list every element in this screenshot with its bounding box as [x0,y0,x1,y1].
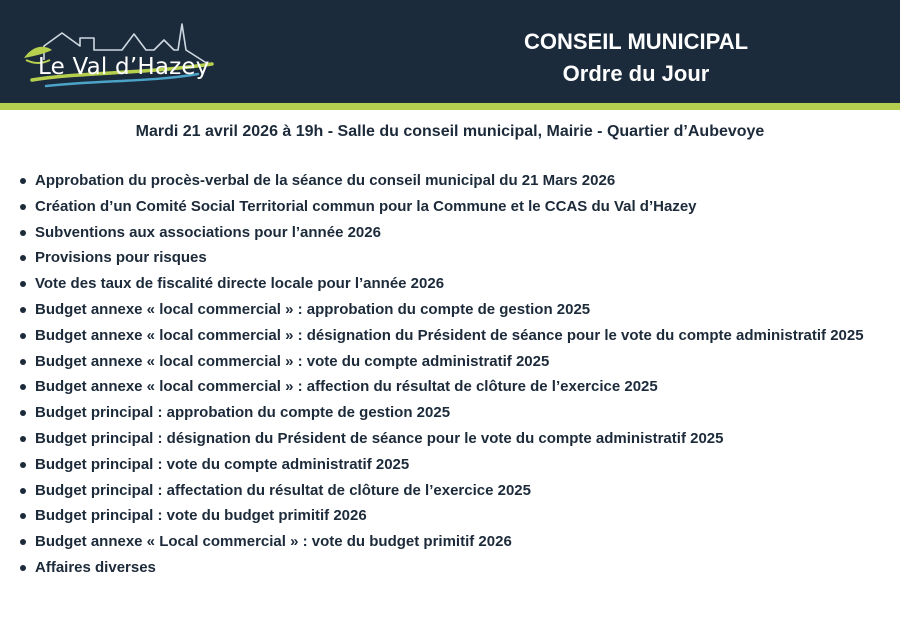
agenda-item: Budget annexe « local commercial » : approbation du compte de gestion 2025 [35,297,883,323]
agenda-item: Budget annexe « local commercial » : désignation du Président de séance pour le vote du compte administratif 2025 [35,323,883,349]
meeting-info: Mardi 21 avril 2026 à 19h - Salle du conseil municipal, Mairie - Quartier d’Aubevoye [135,123,765,140]
logo [22,20,222,94]
page-subtitle: Ordre du Jour [562,61,710,86]
agenda-item: Subventions aux associations pour l’année 2026 [35,220,883,246]
agenda-list [0,168,883,581]
header [0,0,900,103]
page-title: CONSEIL MUNICIPAL [523,29,749,54]
agenda-item: Budget principal : vote du budget primitif 2026 [35,503,883,529]
agenda-item: Approbation du procès-verbal de la séance du conseil municipal du 21 Mars 2026 [35,168,883,194]
agenda-item: Affaires diverses [35,555,883,581]
agenda-item: Création d’un Comité Social Territorial commun pour la Commune et le CCAS du Val d’Hazey [35,194,883,220]
agenda-item: Provisions pour risques [35,245,883,271]
agenda-item: Budget principal : affectation du résultat de clôture de l’exercice 2025 [35,478,883,504]
agenda-item: Budget principal : vote du compte administratif 2025 [35,452,883,478]
header-accent-stripe [0,103,900,110]
agenda-item: Budget principal : approbation du compte de gestion 2025 [35,400,883,426]
agenda-item: Budget annexe « local commercial » : vote du compte administratif 2025 [35,349,883,375]
agenda-item: Vote des taux de fiscalité directe locale pour l’année 2026 [35,271,883,297]
agenda-item: Budget annexe « Local commercial » : vote du budget primitif 2026 [35,529,883,555]
title-block [450,26,822,90]
agenda-item: Budget annexe « local commercial » : affection du résultat de clôture de l’exercice 2025 [35,374,883,400]
logo-text: Le Val d’Hazey [38,54,210,80]
agenda-item: Budget principal : désignation du Président de séance pour le vote du compte administratif 2025 [35,426,883,452]
